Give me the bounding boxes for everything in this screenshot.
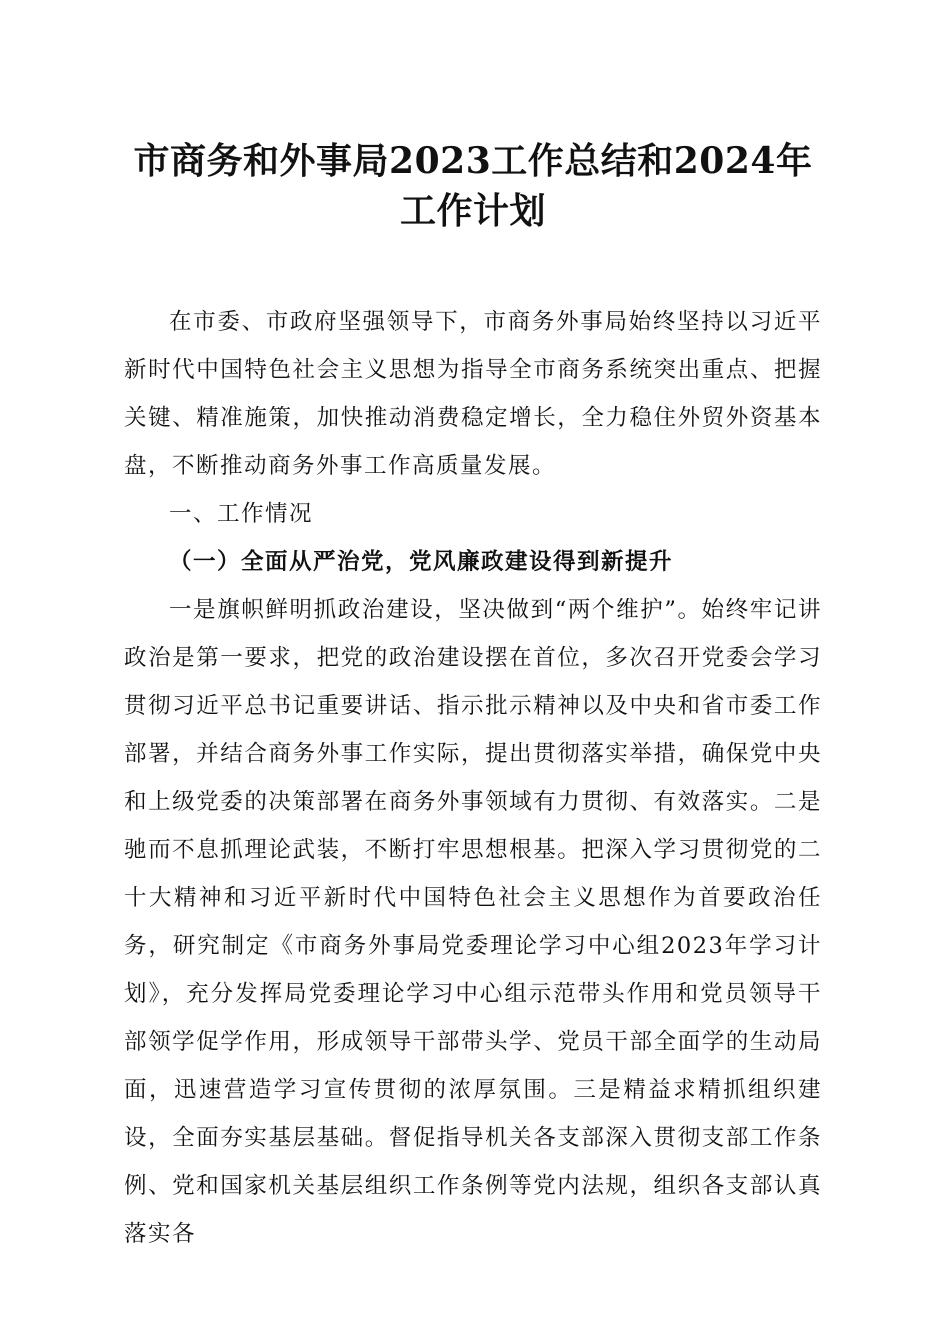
subsection-heading: （一）全面从严治党，党风廉政建设得到新提升	[169, 549, 674, 575]
document-title: 市商务和外事局2023工作总结和2024年工作计划	[133, 140, 813, 232]
body-paragraph: 一是旗帜鲜明抓政治建设，坚决做到“两个维护”。始终牢记讲政治是第一要求，把党的政治建设摆在首位，多次召开党委会学习贯彻习近平总书记重要讲话、指示批示精神以及中央和省市委工作部署，并结合商务外事工作实际，提出贯彻落实举措，确保党中央和上级党委的决策部署在商务外事领域有力贯彻、有效落实。二是驰而不息抓理论武装，不断打牢思想根基。把深入学习贯彻党的二十大精神和习近平新时代中国特色社会主义思想作为首要政治任务，研究制定《市商务外事局党委理论学习中心组2023年学习计划》，充分发挥局党委理论学习中心组示范带头作用和党员领导干部领学促学作用，形成领导干部带头学、党员干部全面学的生动局面，迅速营造学习宣传贯彻的浓厚氛围。三是精益求精抓组织建设，全面夯实基层基础。督促指导机关各支部深入贯彻支部工作条例、党和国家机关基层组织工作条例等党内法规，组织各支部认真落实各	[124, 597, 822, 1247]
intro-paragraph: 在市委、市政府坚强领导下，市商务外事局始终坚持以习近平新时代中国特色社会主义思想为指导全市商务系统突出重点、把握关键、精准施策，加快推动消费稳定增长，全力稳住外贸外资基本盘，不断推动商务外事工作高质量发展。	[124, 309, 822, 479]
section-heading: 一、工作情况	[169, 501, 314, 527]
